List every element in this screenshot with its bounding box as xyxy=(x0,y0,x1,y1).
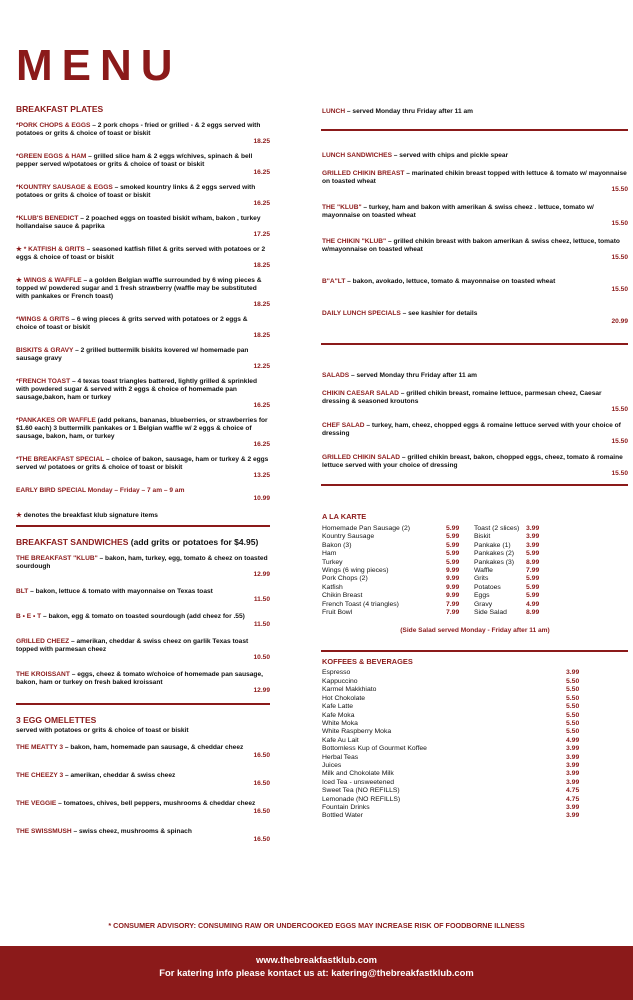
star-icon: ★ xyxy=(16,277,22,284)
koffees-grid xyxy=(322,669,628,820)
menu-item xyxy=(16,613,270,629)
menu-item xyxy=(322,278,628,294)
beverage-price: 3.99 xyxy=(566,669,580,677)
menu-item xyxy=(16,246,270,270)
karte-item: Chikin Breast xyxy=(322,592,363,600)
beverage-item: Karmel Makkhiato xyxy=(322,686,377,694)
consumer-advisory: * CONSUMER ADVISORY: CONSUMING RAW OR UNDERCOOKED EGGS MAY INCREASE RISK OF FOODBORNE ILLNESS xyxy=(108,921,525,930)
karte-item: French Toast (4 triangles) xyxy=(322,600,399,608)
item-description: – smoked kountry links & 2 eggs served with potatoes or grits & choice of toast or biskit xyxy=(16,184,256,199)
item-name: DAILY LUNCH SPECIALS xyxy=(322,310,401,317)
item-description: – 2 poached eggs on toasted biskit w/ham, bakon , turkey hollandaise sauce & paprika xyxy=(16,215,261,230)
item-description: – 4 texas toast triangles battered, lightly grilled & sprinkled with powdered sugar & served with 2 eggs & choice of homemade pan sausage,bakon, ham or turkey xyxy=(16,378,257,401)
item-description: – bakon, lettuce & tomato with mayonnaise on Texas toast xyxy=(28,588,213,595)
beverage-item: Bottomless Kup of Gourmet Koffee xyxy=(322,745,427,753)
karte-price: 7.99 xyxy=(526,567,540,575)
beverage-price: 3.99 xyxy=(566,803,580,811)
item-name: THE BREAKFAST "KLUB" xyxy=(16,555,98,562)
karte-price: 8.99 xyxy=(526,609,540,617)
item-price: 12.25 xyxy=(253,363,270,370)
item-price: 17.25 xyxy=(253,231,270,238)
beverage-price: 3.99 xyxy=(566,745,580,753)
menu-item xyxy=(322,238,628,262)
menu-item xyxy=(16,316,270,340)
item-name: THE SWISSMUSH xyxy=(16,828,72,835)
menu-item xyxy=(16,487,270,503)
item-name: *FRENCH TOAST xyxy=(16,378,71,385)
item-price: 20.99 xyxy=(611,318,628,325)
menu-item xyxy=(16,638,270,662)
karte-item: Katfish xyxy=(322,583,343,591)
menu-item xyxy=(322,170,628,194)
karte-item: Side Salad xyxy=(474,609,507,617)
item-name: *KLUB'S BENEDICT xyxy=(16,215,79,222)
beverage-price: 3.99 xyxy=(566,778,580,786)
item-price: 15.50 xyxy=(611,254,628,261)
item-price: 10.50 xyxy=(253,654,270,661)
karte-price: 5.99 xyxy=(446,541,460,549)
item-name: THE VEGGIE xyxy=(16,800,57,807)
item-description: – tomatoes, chives, bell peppers, mushrooms & cheddar cheez xyxy=(56,800,256,807)
karte-item: Grits xyxy=(474,575,489,583)
beverage-price: 3.99 xyxy=(566,753,580,761)
karte-price: 3.99 xyxy=(526,525,540,532)
item-description: – bakon, ham, turkey, egg, tomato & cheez on toasted sourdough xyxy=(16,555,268,570)
beverage-price: 3.99 xyxy=(566,770,580,778)
beverage-price: 4.75 xyxy=(566,795,580,803)
website-link[interactable]: www.thebreakfastklub.com xyxy=(255,954,378,965)
karte-price: 5.99 xyxy=(446,525,460,532)
menu-item xyxy=(16,153,270,177)
beverage-item: Juices xyxy=(322,761,342,769)
item-name: THE "KLUB" xyxy=(322,204,362,211)
karte-price: 5.99 xyxy=(526,575,540,583)
item-description: – bakon, egg & tomato on toasted sourdough (add cheez for .55) xyxy=(41,613,245,620)
star-icon: ★ xyxy=(16,246,22,253)
item-description: – bakon, avokado, lettuce, tomato & mayonnaise on toasted wheat xyxy=(345,278,556,285)
menu-item xyxy=(322,422,628,446)
omelettes-subtitle: served with potatoes or grits & choice of toast or biskit xyxy=(16,727,189,734)
item-description: – grilled slice ham & 2 eggs w/chives, spinach & bell pepper served w/potatoes or grits & choice of toast or biskit xyxy=(16,153,253,168)
koffees-heading: KOFFEES & BEVERAGES xyxy=(322,657,413,667)
menu-item xyxy=(16,456,270,480)
menu-item xyxy=(16,378,270,410)
item-name: * KATFISH & GRITS xyxy=(23,246,85,253)
item-name: *WINGS & GRITS xyxy=(16,316,70,323)
item-description: – see kashier for details xyxy=(400,310,478,317)
menu-item xyxy=(322,390,628,414)
beverage-item: Iced Tea - unsweetened xyxy=(322,778,395,786)
item-name: B"A"LT xyxy=(322,278,346,285)
item-name: *GREEN EGGS & HAM xyxy=(16,153,87,160)
beverage-item: Kappuccino xyxy=(322,677,358,685)
menu-item xyxy=(322,204,628,228)
a-la-karte-heading: A LA KARTE xyxy=(322,512,367,521)
karte-item: Pork Chops (2) xyxy=(322,575,368,583)
beverage-price: 5.50 xyxy=(566,686,580,694)
item-description: – choice of bakon, sausage, ham or turkey & 2 eggs served w/ potatoes or grits & choice of toast or biskit xyxy=(16,456,269,471)
item-description: – 2 grilled buttermilk biskits kovered w/ homemade pan sausage gravy xyxy=(16,347,249,362)
beverage-item: Herbal Teas xyxy=(322,753,359,761)
karte-item: Wings (6 wing pieces) xyxy=(322,567,389,575)
beverage-price: 4.99 xyxy=(566,736,580,744)
karte-price: 3.99 xyxy=(526,541,540,549)
item-price: 16.50 xyxy=(253,836,270,843)
karte-price: 9.99 xyxy=(446,592,460,600)
item-name: THE KROISSANT xyxy=(16,671,70,678)
item-price: 16.50 xyxy=(253,808,270,815)
item-name: WINGS & WAFFLE xyxy=(23,277,82,284)
menu-item xyxy=(16,215,270,239)
karte-price: 5.99 xyxy=(446,533,460,541)
karte-item: Kountry Sausage xyxy=(322,533,375,541)
footer-banner xyxy=(0,946,633,1000)
menu-item xyxy=(16,828,270,844)
item-price: 18.25 xyxy=(253,138,270,145)
beverage-price: 3.99 xyxy=(566,761,580,769)
menu-item xyxy=(16,347,270,371)
item-name: B • E • T xyxy=(16,613,42,620)
karte-item: Waffle xyxy=(474,567,493,575)
karte-price: 9.99 xyxy=(446,567,460,575)
item-description: – turkey, ham and bakon with amerikan & swiss cheez . lettuce, tomato w/ mayonnaise on toasted wheat xyxy=(322,204,594,219)
right-column xyxy=(322,104,628,821)
left-column xyxy=(16,104,270,844)
menu-item xyxy=(322,310,628,326)
item-description: – grilled chikin breast, bakon, chopped eggs, cheez, tomato & romaine lettuce served with your choice of dressing xyxy=(322,454,623,469)
beverage-price: 5.50 xyxy=(566,694,580,702)
beverage-item: White Moka xyxy=(322,719,358,727)
item-description: – amerikan, cheddar & swiss cheez on garlik Texas toast topped with parmesan cheez xyxy=(16,638,249,653)
breakfast-plates-list xyxy=(16,122,270,503)
beverage-price: 4.75 xyxy=(566,787,580,795)
lunch-sandwiches-list xyxy=(322,170,628,326)
item-price: 18.25 xyxy=(253,332,270,339)
menu-item xyxy=(16,588,270,604)
beverage-price: 5.50 xyxy=(566,719,580,727)
karte-item: Eggs xyxy=(474,592,490,600)
divider xyxy=(16,525,270,527)
karte-price: 9.99 xyxy=(446,583,460,591)
beverage-item: Kafe Latte xyxy=(322,703,353,711)
beverage-price: 5.50 xyxy=(566,677,580,685)
karte-price: 3.99 xyxy=(526,533,540,541)
menu-item xyxy=(16,555,270,579)
omelettes-heading: 3 EGG OMELETTES xyxy=(16,715,97,725)
item-name: GRILLED CHIKIN BREAST xyxy=(322,170,405,177)
item-description: – a golden Belgian waffle surrounded by 6 wing pieces & topped w/ powdered sugar and 1 fresh strawberry (waffle may be substituted with pankakes or French toast) xyxy=(16,277,262,300)
item-price: 12.99 xyxy=(253,687,270,694)
karte-item: Biskit xyxy=(474,533,491,541)
item-name: *THE BREAKFAST SPECIAL xyxy=(16,456,105,463)
item-price: 10.99 xyxy=(253,495,270,502)
karte-item: Homemade Pan Sausage (2) xyxy=(322,525,411,532)
karte-item: Gravy xyxy=(474,600,493,608)
salads-list xyxy=(322,390,628,478)
menu-item xyxy=(16,800,270,816)
item-price: 15.50 xyxy=(611,286,628,293)
item-price: 15.50 xyxy=(611,186,628,193)
beverage-price: 5.50 xyxy=(566,711,580,719)
item-name: *PANKAKES OR WAFFLE xyxy=(16,417,96,424)
item-price: 16.25 xyxy=(253,169,270,176)
item-name: THE MEATTY 3 xyxy=(16,744,64,751)
beverage-item: Bottled Water xyxy=(322,812,363,820)
item-price: 12.99 xyxy=(253,571,270,578)
karte-price: 5.99 xyxy=(526,550,540,558)
breakfast-sandwiches-heading: BREAKFAST SANDWICHES (add grits or potatoes for $4.95) xyxy=(16,537,259,547)
item-description: – bakon, ham, homemade pan sausage, & cheddar cheez xyxy=(63,744,244,751)
item-price: 15.50 xyxy=(611,470,628,477)
menu-item xyxy=(16,671,270,695)
item-name: *KOUNTRY SAUSAGE & EGGS xyxy=(16,184,113,191)
item-description: – 2 pork chops - fried or grilled - & 2 eggs served with potatoes or grits & choice of toast or biskit xyxy=(16,122,261,137)
karte-price: 4.99 xyxy=(526,600,540,608)
beverage-item: Espresso xyxy=(322,669,351,677)
karte-price: 5.99 xyxy=(526,583,540,591)
karte-price: 8.99 xyxy=(526,558,540,566)
karte-price: 9.99 xyxy=(446,575,460,583)
item-price: 16.25 xyxy=(253,200,270,207)
star-icon: ★ xyxy=(16,512,22,519)
omelettes-list xyxy=(16,744,270,844)
item-description: – 6 wing pieces & grits served with potatoes or 2 eggs & choice of toast or biskit xyxy=(16,316,248,331)
item-name: THE CHIKIN "KLUB" xyxy=(322,238,387,245)
item-price: 15.50 xyxy=(611,220,628,227)
karte-item: Bakon (3) xyxy=(322,541,352,549)
menu-item xyxy=(16,744,270,760)
karte-price: 7.99 xyxy=(446,600,460,608)
item-name: CHIKIN CAESAR SALAD xyxy=(322,390,399,397)
item-description: – grilled chikin breast, romaine lettuce, parmesan cheez, Caesar dressing & seasoned kroutons xyxy=(322,390,602,405)
item-price: 13.25 xyxy=(253,472,270,479)
item-description: – seasoned katfish fillet & grits served with potatoes or 2 eggs & choice of toast or biskit xyxy=(16,246,266,261)
item-price: 16.50 xyxy=(253,780,270,787)
beverage-item: Kafe Moka xyxy=(322,711,355,719)
item-name: BLT xyxy=(16,588,29,595)
beverage-price: 5.50 xyxy=(566,728,580,736)
karte-price: 5.99 xyxy=(526,592,540,600)
beverage-price: 5.50 xyxy=(566,703,580,711)
item-name: THE CHEEZY 3 xyxy=(16,772,64,779)
beverage-item: Lemonade (NO REFILLS) xyxy=(322,795,401,803)
item-price: 11.50 xyxy=(253,621,270,628)
karte-item: Pankakes (2) xyxy=(474,550,515,558)
lunch-sandwiches-heading: LUNCH SANDWICHES – served with chips and pickle spear xyxy=(322,152,509,159)
salads-heading: SALADS – served Monday thru Friday after 11 am xyxy=(322,372,478,379)
karte-item: Pankakes (3) xyxy=(474,558,515,566)
karte-item: Toast (2 slices) xyxy=(474,525,520,532)
item-description: – grilled chikin breast with bakon amerikan & swiss cheez, lettuce, tomato w/mayonnaise on toasted wheat xyxy=(322,238,620,253)
item-description: (add pekans, bananas, blueberries, or strawberries for $1.60 each) 3 buttermilk pankakes or 1 Belgian waffle w/ 2 eggs & choice of sausage, bakon, ham, or turkey xyxy=(16,417,268,440)
a-la-karte-grid xyxy=(322,525,628,617)
karte-price: 5.99 xyxy=(446,550,460,558)
karte-item: Potatoes xyxy=(474,583,501,591)
beverage-item: Milk and Chokolate Milk xyxy=(322,770,394,778)
karte-item: Turkey xyxy=(322,558,343,566)
beverage-item: Sweet Tea (NO REFILLS) xyxy=(322,787,400,795)
menu-item xyxy=(16,417,270,449)
item-name: BISKITS & GRAVY xyxy=(16,347,74,354)
item-price: 18.25 xyxy=(253,301,270,308)
item-price: 16.25 xyxy=(253,441,270,448)
menu-title: MENU xyxy=(16,41,182,90)
item-name: GRILLED CHIKIN SALAD xyxy=(322,454,401,461)
item-description: – eggs, cheez & tomato w/choice of homemade pan sausage, bakon, ham or turkey on fresh baked kroissant xyxy=(16,671,263,686)
karte-price: 7.99 xyxy=(446,609,460,617)
beverage-price: 3.99 xyxy=(566,812,580,820)
item-name: GRILLED CHEEZ xyxy=(16,638,70,645)
katering-info: For katering info please kontact us at: katering@thebreakfastklub.com xyxy=(159,967,474,978)
item-price: 16.50 xyxy=(253,752,270,759)
item-price: 15.50 xyxy=(611,438,628,445)
breakfast-plates-heading: BREAKFAST PLATES xyxy=(16,104,104,114)
divider xyxy=(16,703,270,705)
menu-item xyxy=(16,122,270,146)
item-name: CHEF SALAD xyxy=(322,422,365,429)
item-description: – marinated chikin breast topped with lettuce & tomato w/ mayonnaise on toasted wheat xyxy=(322,170,627,185)
item-description: – turkey, ham, cheez, chopped eggs & romaine lettuce served with your choice of dressing xyxy=(322,422,621,437)
karte-item: Fruit Bowl xyxy=(322,609,353,617)
menu-item xyxy=(16,772,270,788)
karte-item: Pankake (1) xyxy=(474,541,511,549)
breakfast-sandwiches-list xyxy=(16,555,270,695)
beverage-item: Kafe Au Lait xyxy=(322,736,359,744)
menu-item xyxy=(16,184,270,208)
side-salad-note: (Side Salad served Monday - Friday after 11 am) xyxy=(400,627,550,635)
item-price: 18.25 xyxy=(253,262,270,269)
item-price: 15.50 xyxy=(611,406,628,413)
item-description: – amerikan, cheddar & swiss cheez xyxy=(63,772,176,779)
menu-item xyxy=(322,454,628,478)
signature-note: ★ denotes the breakfast klub signature items xyxy=(16,512,158,519)
beverage-item: Fountain Drinks xyxy=(322,803,370,811)
karte-item: Ham xyxy=(322,550,337,558)
beverage-item: Hot Chokolate xyxy=(322,694,366,702)
item-name: EARLY BIRD SPECIAL Monday – Friday – 7 am – 9 am xyxy=(16,487,185,494)
beverage-item: White Raspberry Moka xyxy=(322,728,392,736)
menu-item xyxy=(16,277,270,309)
lunch-heading: LUNCH – served Monday thru Friday after 11 am xyxy=(322,108,473,115)
item-price: 11.50 xyxy=(253,596,270,603)
item-description: – swiss cheez, mushrooms & spinach xyxy=(71,828,192,835)
item-name: *PORK CHOPS & EGGS xyxy=(16,122,91,129)
karte-price: 5.99 xyxy=(446,558,460,566)
item-price: 16.25 xyxy=(253,402,270,409)
